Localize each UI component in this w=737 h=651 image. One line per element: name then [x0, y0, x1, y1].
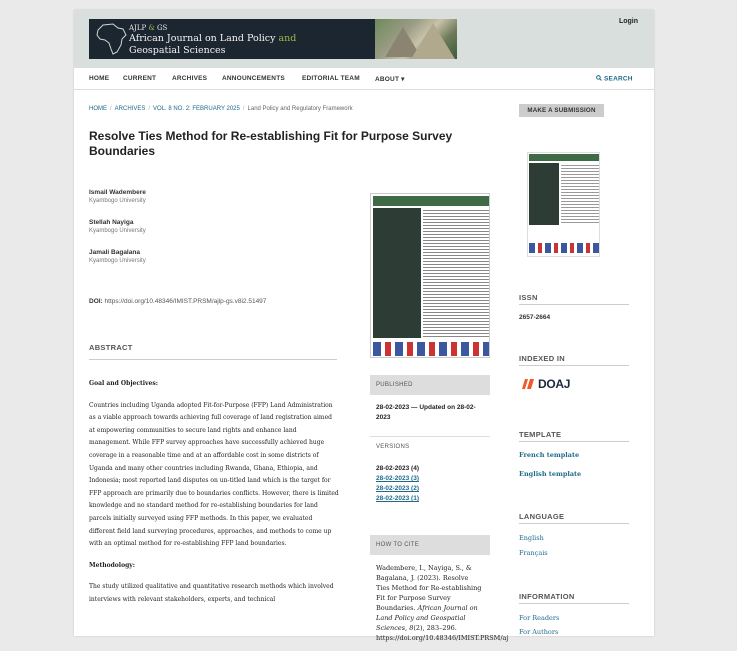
make-submission-button[interactable]: MAKE A SUBMISSION: [519, 104, 604, 117]
main-nav: [74, 68, 654, 90]
citation-doi[interactable]: https://doi.org/10.48346/IMIST.PRSM/aj: [376, 634, 509, 642]
cite-heading: HOW TO CITE: [370, 535, 490, 555]
author-name: Stellah Nayiga: [89, 219, 134, 226]
nav-home[interactable]: HOME: [89, 75, 110, 82]
author-affiliation: Kyambogo University: [89, 228, 146, 234]
logo-line-1: African Journal on Land Policy and: [129, 33, 297, 44]
divider: [519, 523, 629, 524]
issue-cover-image[interactable]: [370, 193, 490, 358]
breadcrumb-issue[interactable]: VOL. 8 NO. 2: FEBRUARY 2025: [153, 106, 240, 112]
journal-logo[interactable]: [89, 19, 457, 59]
versions-box: [370, 436, 490, 512]
doi-link[interactable]: https://doi.org/10.48346/IMIST.PRSM/ajlp-gs.v8i2.51497: [104, 298, 267, 305]
divider: [519, 603, 629, 604]
page: [74, 10, 654, 642]
breadcrumb: HOME / ARCHIVES / VOL. 8 NO. 2: FEBRUARY 2025 / Land Policy and Regulatory Framework: [89, 106, 353, 112]
login-link[interactable]: Login: [618, 18, 638, 25]
author-name: Ismail Wadembere: [89, 189, 146, 196]
abstract-paragraph: Countries including Uganda adopted Fit-for-Purpose (FFP) Land Administration as a viable approach towards achieving full coverage of land registration aimed at empowering communities to secure land rights and enhance land management. While FFP survey approaches have successfully achieved huge coverage in a reasonable time and at an affordable cost in some districts of Uganda and many other countries including Rwanda, Ghana, Ethiopia, and Indonesia; most reported land disputes on un-titled land which is the target for FFP approach are primarily due to boundaries conflicts. However, there is limited knowledge and no standard method for re-establishing boundaries for land parcels initially surveyed using FFP methods. In this paper, we evaluated different field land surveying procedures, approaches, and methods to come up with an optimal method for re-establishing FFP land boundaries.: [89, 401, 339, 548]
template-heading: TEMPLATE: [519, 430, 562, 439]
french-template-link[interactable]: French template: [519, 451, 580, 459]
abstract-subheading: Methodology:: [89, 561, 135, 569]
information-heading: INFORMATION: [519, 592, 575, 601]
divider: [519, 304, 629, 305]
doaj-logo[interactable]: DOAJ: [521, 377, 591, 391]
logo-line-2: Geospatial Sciences: [129, 45, 226, 56]
nav-archives[interactable]: ARCHIVES: [172, 75, 208, 82]
chevron-down-icon: ▾: [401, 76, 405, 83]
abstract-subheading: Goal and Objectives:: [89, 380, 158, 387]
search-link[interactable]: SEARCH: [596, 75, 633, 83]
issn-value: 2657-2664: [519, 314, 551, 321]
published-heading: PUBLISHED: [370, 375, 490, 395]
author-name: Jamali Bagalana: [89, 249, 140, 256]
doi: DOI: https://doi.org/10.48346/IMIST.PRSM/ajlp-gs.v8i2.51497: [89, 298, 267, 305]
for-authors-link[interactable]: For Authors: [519, 628, 559, 636]
doaj-icon: [521, 378, 535, 390]
published-date: 28-02-2023 — Updated on 28-02-2023: [376, 404, 476, 421]
versions-heading: VERSIONS: [370, 436, 490, 456]
version-link[interactable]: 28-02-2023 (3): [376, 475, 419, 482]
search-icon: [596, 75, 602, 81]
author-item: [89, 219, 146, 234]
how-to-cite-box: [370, 535, 509, 651]
site-header: [74, 10, 654, 68]
indexed-in-heading: INDEXED IN: [519, 354, 565, 363]
abstract-heading: ABSTRACT: [89, 343, 133, 352]
divider: [519, 365, 629, 366]
divider: [519, 441, 629, 442]
logo-abbrev: AJLP & GS: [129, 24, 168, 32]
nav-announcements[interactable]: ANNOUNCEMENTS: [222, 75, 285, 82]
breadcrumb-section: Land Policy and Regulatory Framework: [247, 106, 353, 112]
abstract-body: [89, 378, 339, 616]
language-heading: LANGUAGE: [519, 512, 565, 521]
sidebar-cover-image[interactable]: [527, 152, 600, 257]
language-french[interactable]: Français: [519, 549, 548, 557]
article-title: Resolve Ties Method for Re-establishing Fit for Purpose Survey Boundaries: [89, 129, 453, 158]
version-link[interactable]: 28-02-2023 (1): [376, 495, 419, 502]
logo-landscape-image: [375, 19, 457, 59]
divider: [89, 359, 337, 360]
author-item: [89, 249, 146, 264]
africa-map-icon: [91, 21, 131, 57]
language-english[interactable]: English: [519, 534, 544, 542]
citation-text: Wadembere, I., Nayiga, S., & Bagalana, J. (2023). Resolve Ties Method for Re-establishing Fit for Purpose Survey Boundaries. African Journal on Land Policy and Geospatial Sciences, 8(2), 283–296. https://doi.org/10.48346/IMIST.PRSM/aj: [376, 564, 509, 642]
published-box: [370, 375, 490, 431]
abstract-paragraph: The study utilized qualitative and quantitative research methods which involved interviews with relevant stakeholders, experts, and technical: [89, 583, 334, 603]
author-item: [89, 189, 146, 204]
version-link[interactable]: 28-02-2023 (2): [376, 485, 419, 492]
for-readers-link[interactable]: For Readers: [519, 614, 560, 622]
author-affiliation: Kyambogo University: [89, 198, 146, 204]
version-current: 28-02-2023 (4): [376, 465, 419, 472]
issn-heading: ISSN: [519, 293, 538, 302]
breadcrumb-archives[interactable]: ARCHIVES: [114, 106, 146, 112]
nav-current[interactable]: CURRENT: [123, 75, 157, 82]
author-affiliation: Kyambogo University: [89, 258, 146, 264]
breadcrumb-home[interactable]: HOME: [89, 106, 107, 112]
nav-editorial-team[interactable]: EDITORIAL TEAM: [302, 75, 360, 82]
english-template-link[interactable]: English template: [519, 470, 582, 478]
nav-about[interactable]: ABOUT ▾: [375, 76, 405, 83]
